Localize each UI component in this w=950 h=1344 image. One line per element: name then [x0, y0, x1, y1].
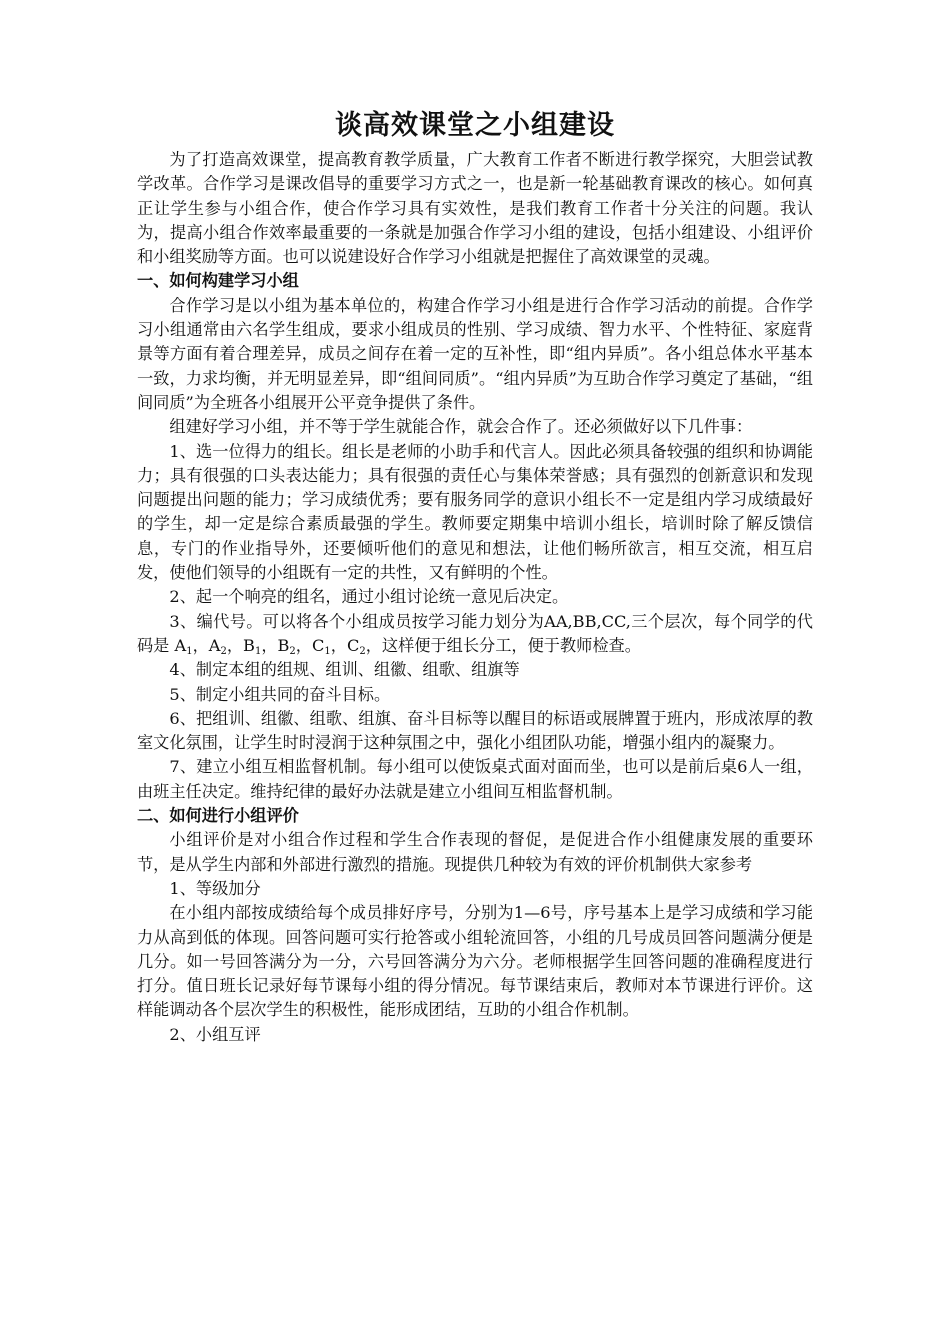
subscript-b2: 2 — [289, 645, 296, 657]
document-title: 谈高效课堂之小组建设 — [335, 110, 615, 141]
section1-item-6: 6、把组训、组徽、组歌、组旗、奋斗目标等以醒目的标语或展牌置于班内，形成浓厚的教室文化氛围，让学生时时浸润于这种氛围之中，强化小组团队功能，增强小组内的凝聚力。 — [137, 708, 813, 753]
subscript-c1: 1 — [324, 645, 331, 657]
section1-heading: 一、如何构建学习小组 — [137, 271, 299, 291]
item3-text-after: ，这样便于组长分工，便于教师检查。 — [365, 635, 641, 655]
section1-item-3: 3、编代号。可以将各个小组成员按学习能力划分为AA,BB,CC,三个层次，每个同学的代码是 $A_1$，$A_2$，$B_1$，$B_2$，$C_1$，$C_2$，这样便于组长分工，便于教师检查。 — [137, 611, 813, 657]
section2-subparagraph-1: 在小组内部按成绩给每个成员排好序号，分别为1—6号，序号基本上是学习成绩和学习能力从高到低的体现。回答问题可实行抢答或小组轮流回答，小组的几号成员回答问题满分便是几分。如一号回答满分为一分，六号回答满分为六分。老师根据学生回答问题的准确程度进行打分。值日班长记录好每节课每小组的得分情况。每节课结束后，教师对本节课进行评价。这样能调动各个层次学生的积极性，能形成团结，互助的小组合作机制。 — [137, 903, 813, 1020]
section1-item-1: 1、选一位得力的组长。组长是老师的小助手和代言人。因此必须具备较强的组织和协调能力；具有很强的口头表达能力；具有很强的责任心与集体荣誉感；具有强烈的创新意识和发现问题提出问题的能力；学习成绩优秀；要有服务同学的意识小组长不一定是组内学习成绩最好的学生，却一定是综合素质最强的学生。教师要定期集中培训小组长，培训时除了解反馈信息，专门的作业指导外，还要倾听他们的意见和想法，让他们畅所欲言，相互交流，相互启发，使他们领导的小组既有一定的共性，又有鲜明的个性。 — [137, 441, 813, 583]
intro-paragraph: 为了打造高效课堂，提高教育教学质量，广大教育工作者不断进行教学探究，大胆尝试教学改革。合作学习是课改倡导的重要学习方式之一，也是新一轮基础教育课改的核心。如何真正让学生参与小组合作，使合作学习具有实效性，是我们教育工作者十分关注的问题。我认为，提高小组合作效率最重要的一条就是加强合作学习小组的建设，包括小组建设、小组评价和小组奖励等方面。也可以说建设好合作学习小组就是把握住了高效课堂的灵魂。 — [137, 150, 813, 267]
section1-item-4: 4、制定本组的组规、组训、组徽、组歌、组旗等 — [169, 660, 520, 680]
subscript-a2: 2 — [220, 645, 227, 657]
section1-item-5: 5、制定小组共同的奋斗目标。 — [169, 684, 391, 704]
section1-paragraph-2: 组建好学习小组，并不等于学生就能合作，就会合作了。还必须做好以下几件事： — [169, 417, 753, 437]
subscript-c2: 2 — [359, 645, 366, 657]
section2-subheading-1: 1、等级加分 — [169, 878, 261, 898]
section1-item-7: 7、建立小组互相监督机制。每小组可以使饭桌式面对面而坐，也可以是前后桌6人一组，由班主任决定。维持纪律的最好办法就是建立小组间互相监督机制。 — [137, 757, 813, 801]
document-page — [137, 104, 813, 1047]
section1-paragraph-1: 合作学习是以小组为基本单位的，构建合作学习小组是进行合作学习活动的前提。合作学习小组通常由六名学生组成，要求小组成员的性别、学习成绩、智力水平、个性特征、家庭背景等方面有着合理差异，成员之间存在着一定的互补性，即“组内异质”。各小组总体水平基本一致，力求均衡，并无明显差异，即“组间同质”。“组内异质”为互助合作学习奠定了基础，“组间同质”为全班各小组展开公平竞争提供了条件。 — [137, 295, 813, 412]
section1-item-2: 2、起一个响亮的组名，通过小组讨论统一意见后决定。 — [169, 587, 569, 607]
section2-heading: 二、如何进行小组评价 — [137, 806, 299, 826]
section2-subheading-2: 2、小组互评 — [169, 1024, 261, 1044]
item3-text-before: 3、编代号。可以将各个小组成员按学习能力划分为AA,BB,CC,三个层次，每个同学的代码是 A — [137, 611, 813, 655]
subscript-b1: 1 — [254, 645, 262, 657]
subscript-a1: 1 — [186, 645, 193, 657]
section2-paragraph-1: 小组评价是对小组合作过程和学生合作表现的督促，是促进合作小组健康发展的重要环节，是从学生内部和外部进行激烈的措施。现提供几种较为有效的评价机制供大家参考 — [137, 830, 813, 874]
